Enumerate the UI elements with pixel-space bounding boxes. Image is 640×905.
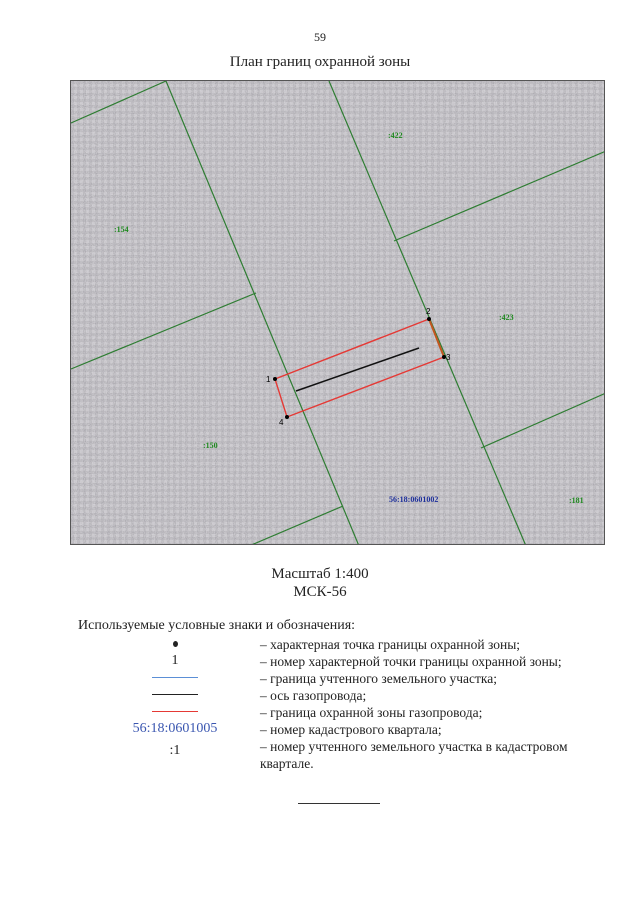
- legend-row: [0, 738, 640, 778]
- legend-symbol: [110, 687, 240, 703]
- scale-block: [0, 565, 640, 601]
- legend-text: – номер учтенного земельного участка в кадастровом квартале.: [260, 739, 568, 771]
- satellite-texture: [71, 81, 605, 545]
- legend-text: – номер кадастрового квартала;: [260, 722, 442, 737]
- parcel-label: :423: [499, 313, 514, 322]
- cadastral-map: [70, 80, 605, 545]
- cadastral-quarter-label: 56:18:0601002: [389, 495, 439, 504]
- parcel-label: :150: [203, 441, 218, 450]
- legend-text: – характерная точка границы охранной зоны;: [260, 637, 521, 652]
- coordinate-system: МСК-56: [293, 584, 347, 600]
- zone-point-1: [273, 377, 277, 381]
- legend-text: – номер характерной точки границы охранной зоны;: [260, 654, 562, 669]
- parcel-label: :154: [114, 225, 129, 234]
- legend-text: – граница учтенного земельного участка;: [260, 671, 497, 686]
- map-svg: [71, 81, 605, 545]
- legend-symbol: [110, 636, 240, 652]
- zone-point-2: [427, 317, 431, 321]
- boundary-point-icon: [173, 641, 178, 647]
- point-label-3: 3: [446, 353, 451, 362]
- zone-boundary-icon: [152, 711, 198, 712]
- legend-text: – граница охранной зоны газопровода;: [260, 705, 483, 720]
- page-number: 59: [314, 30, 326, 44]
- legend-symbol: :1: [169, 743, 181, 758]
- end-rule: [298, 803, 380, 804]
- point-label-4: 4: [279, 418, 284, 427]
- legend-symbol: 56:18:0601005: [132, 721, 218, 736]
- legend-text: – ось газопровода;: [260, 688, 367, 703]
- point-label-1: 1: [266, 375, 271, 384]
- scale-text: Масштаб 1:400: [271, 566, 369, 582]
- gas-axis-icon: [152, 694, 198, 695]
- parcel-label: :181: [569, 496, 584, 505]
- legend-symbol: 1: [171, 653, 179, 668]
- parcel-boundary-icon: [152, 677, 198, 678]
- point-label-2: 2: [426, 307, 431, 316]
- plan-title: План границ охранной зоны: [229, 54, 411, 70]
- parcel-label: :422: [388, 131, 403, 140]
- zone-point-4: [285, 415, 289, 419]
- legend-symbol: [110, 704, 240, 720]
- legend-heading: Используемые условные знаки и обозначения:: [78, 618, 356, 633]
- legend-symbol: [110, 670, 240, 686]
